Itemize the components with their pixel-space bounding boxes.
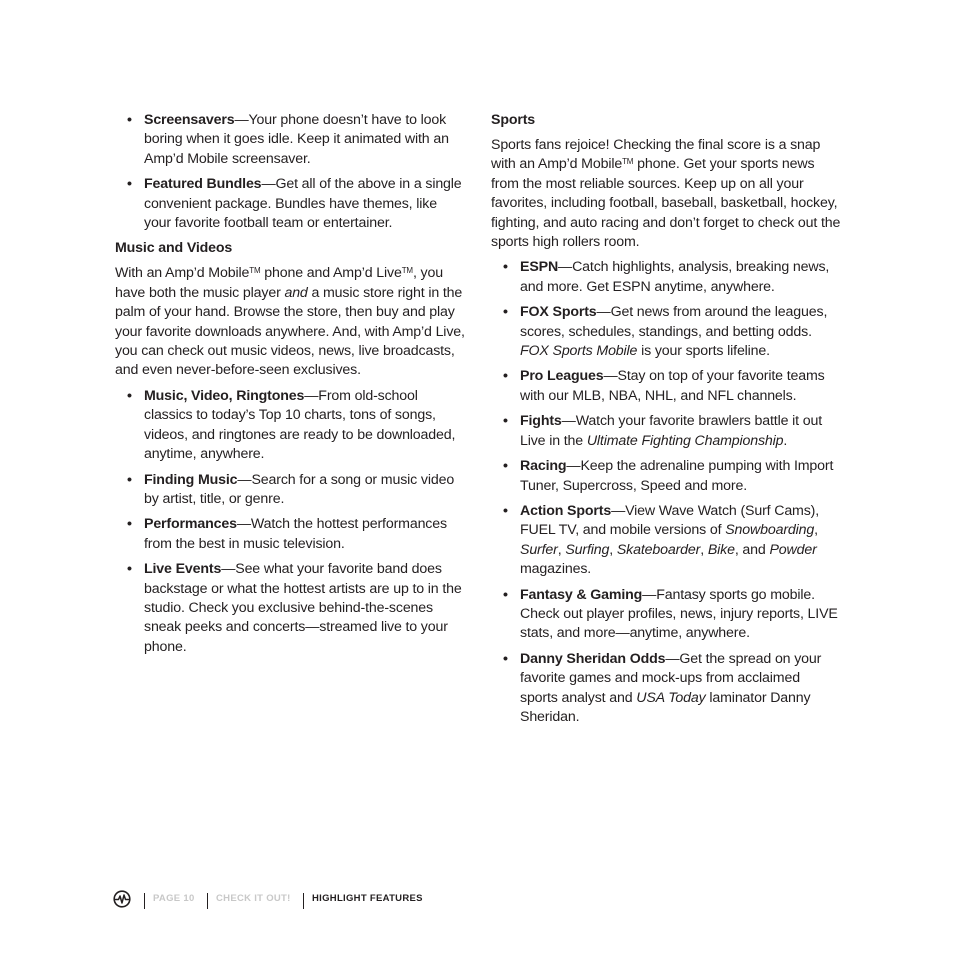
bullet-list-music bbox=[115, 387, 465, 657]
separator: , bbox=[609, 541, 617, 558]
intro-text: phone and Amp’d Live bbox=[260, 265, 402, 282]
emphasis: USA Today bbox=[636, 689, 706, 706]
footer-current-section: HIGHLIGHT FEATURES bbox=[312, 893, 423, 904]
description: —Watch your favorite brawlers battle it out Live in the bbox=[520, 413, 822, 449]
description-tail: magazines. bbox=[520, 561, 592, 578]
list-item-danny-sheridan-odds bbox=[491, 650, 841, 728]
heading-sports: Sports bbox=[491, 112, 536, 128]
term: Danny Sheridan Odds bbox=[520, 650, 666, 667]
emphasis: Bike bbox=[707, 541, 735, 558]
list-item-screensavers bbox=[115, 111, 465, 169]
left-column bbox=[115, 111, 465, 663]
list-item-espn bbox=[491, 258, 841, 297]
description: —Stay on top of your favorite teams with our MLB, NBA, NHL, and NFL channels. bbox=[520, 368, 825, 404]
description: —Get all of the above in a single convenient package. Bundles have themes, like your favorite football team or entertainer. bbox=[144, 176, 462, 232]
footer-divider bbox=[207, 893, 208, 909]
term: Music, Video, Ringtones bbox=[144, 387, 305, 404]
intro-text: With an Amp’d Mobile bbox=[115, 265, 250, 282]
description: —Get the spread on your favorite games and mock-ups from acclaimed sports analyst and bbox=[520, 650, 822, 706]
term: FOX Sports bbox=[520, 304, 597, 321]
list-item-pro-leagues bbox=[491, 367, 841, 406]
list-item-performances bbox=[115, 515, 465, 554]
description: —From old-school classics to today’s Top 10 charts, tons of songs, videos, and ringtones are ready to be downloaded, anytime, anywhere. bbox=[144, 387, 456, 463]
emphasis: Ultimate Fighting Championship bbox=[586, 432, 784, 449]
description: —Search for a song or music video by artist, title, or genre. bbox=[144, 471, 455, 507]
bullet-list-top bbox=[115, 111, 465, 233]
emphasis: and bbox=[284, 284, 308, 301]
emphasis: Surfer bbox=[520, 541, 558, 558]
description-tail: laminator Danny Sheridan. bbox=[520, 689, 811, 725]
description: —Catch highlights, analysis, breaking news, and more. Get ESPN anytime, anywhere. bbox=[520, 259, 830, 295]
list-item-fox-sports bbox=[491, 303, 841, 361]
footer-page-number: PAGE 10 bbox=[153, 893, 195, 904]
term: Featured Bundles bbox=[144, 176, 262, 193]
description-tail: . bbox=[783, 432, 788, 449]
description: —Fantasy sports go mobile. Check out player profiles, news, injury reports, LIVE stats, and more—anytime, anywhere. bbox=[520, 586, 838, 642]
page-footer bbox=[113, 889, 513, 913]
list-item-fantasy-gaming bbox=[491, 586, 841, 644]
term: Screensavers bbox=[144, 112, 235, 128]
heartbeat-circle-icon bbox=[113, 890, 131, 908]
trademark: TM bbox=[249, 266, 261, 276]
description: —Your phone doesn’t have to look boring when it goes idle. Keep it animated with an Amp’d Mobile screensaver. bbox=[144, 112, 449, 167]
emphasis: Skateboarder bbox=[616, 541, 701, 558]
term: Action Sports bbox=[520, 502, 612, 519]
bullet-list-sports bbox=[491, 258, 841, 727]
description: —Get news from around the leagues, scores, schedules, standings, and betting odds. bbox=[520, 304, 828, 340]
description: —Keep the adrenaline pumping with Import Tuner, Supercross, Speed and more. bbox=[520, 458, 834, 494]
list-item-racing bbox=[491, 457, 841, 496]
footer-divider bbox=[144, 893, 145, 909]
heading-music-videos: Music and Videos bbox=[115, 240, 233, 257]
term: ESPN bbox=[520, 259, 559, 276]
intro-text: , you have both the music player bbox=[115, 265, 443, 301]
right-column bbox=[491, 111, 841, 733]
list-item-action-sports bbox=[491, 502, 841, 580]
emphasis: Powder bbox=[769, 541, 817, 558]
list-item-live-events bbox=[115, 560, 465, 657]
intro-text: a music store right in the palm of your hand. Browse the store, then buy and play your favorite downloads anywhere. And, with Amp’d Live, you can check out music videos, news, live broadcasts, and even never-before-seen exclusives. bbox=[115, 284, 465, 379]
description-tail: is your sports lifeline. bbox=[637, 343, 770, 360]
separator: , and bbox=[734, 541, 770, 558]
trademark: TM bbox=[401, 266, 413, 276]
term: Pro Leagues bbox=[520, 368, 604, 385]
emphasis: Snowboarding bbox=[725, 522, 815, 539]
term: Racing bbox=[520, 458, 567, 475]
footer-divider bbox=[303, 893, 304, 909]
description: —View Wave Watch (Surf Cams), FUEL TV, and mobile versions of bbox=[520, 502, 820, 539]
separator: , bbox=[700, 541, 708, 558]
list-item-featured-bundles bbox=[115, 175, 465, 233]
footer-section: CHECK IT OUT! bbox=[216, 893, 291, 904]
term: Live Events bbox=[144, 561, 222, 578]
separator: , bbox=[557, 541, 566, 558]
separator: , bbox=[814, 522, 818, 539]
trademark: TM bbox=[622, 157, 634, 167]
intro-text: phone. Get your sports news from the most reliable sources. Keep up on all your favorites, including football, baseball, basketball, hockey, fighting, and auto racing and don’t forget to check out the sports high rollers room. bbox=[491, 156, 841, 251]
description: —See what your favorite band does backstage or what the hottest artists are up to in the studio. Check you exclusive behind-the-scenes sneak peeks and concerts—streamed live to your phone. bbox=[144, 561, 462, 655]
term: Fantasy & Gaming bbox=[520, 586, 643, 603]
list-item-fights bbox=[491, 412, 841, 451]
emphasis: FOX Sports Mobile bbox=[520, 343, 638, 360]
intro-text: Sports fans rejoice! Checking the final score is a snap with an Amp’d Mobile bbox=[491, 137, 821, 173]
list-item-finding-music bbox=[115, 471, 465, 510]
sports-intro bbox=[491, 136, 841, 252]
term: Fights bbox=[520, 413, 562, 430]
music-intro bbox=[115, 264, 465, 380]
term: Performances bbox=[144, 516, 237, 533]
emphasis: Surfing bbox=[565, 541, 610, 558]
term: Finding Music bbox=[144, 471, 238, 488]
description: —Watch the hottest performances from the best in music television. bbox=[144, 516, 447, 552]
list-item-music-video-ringtones bbox=[115, 387, 465, 465]
